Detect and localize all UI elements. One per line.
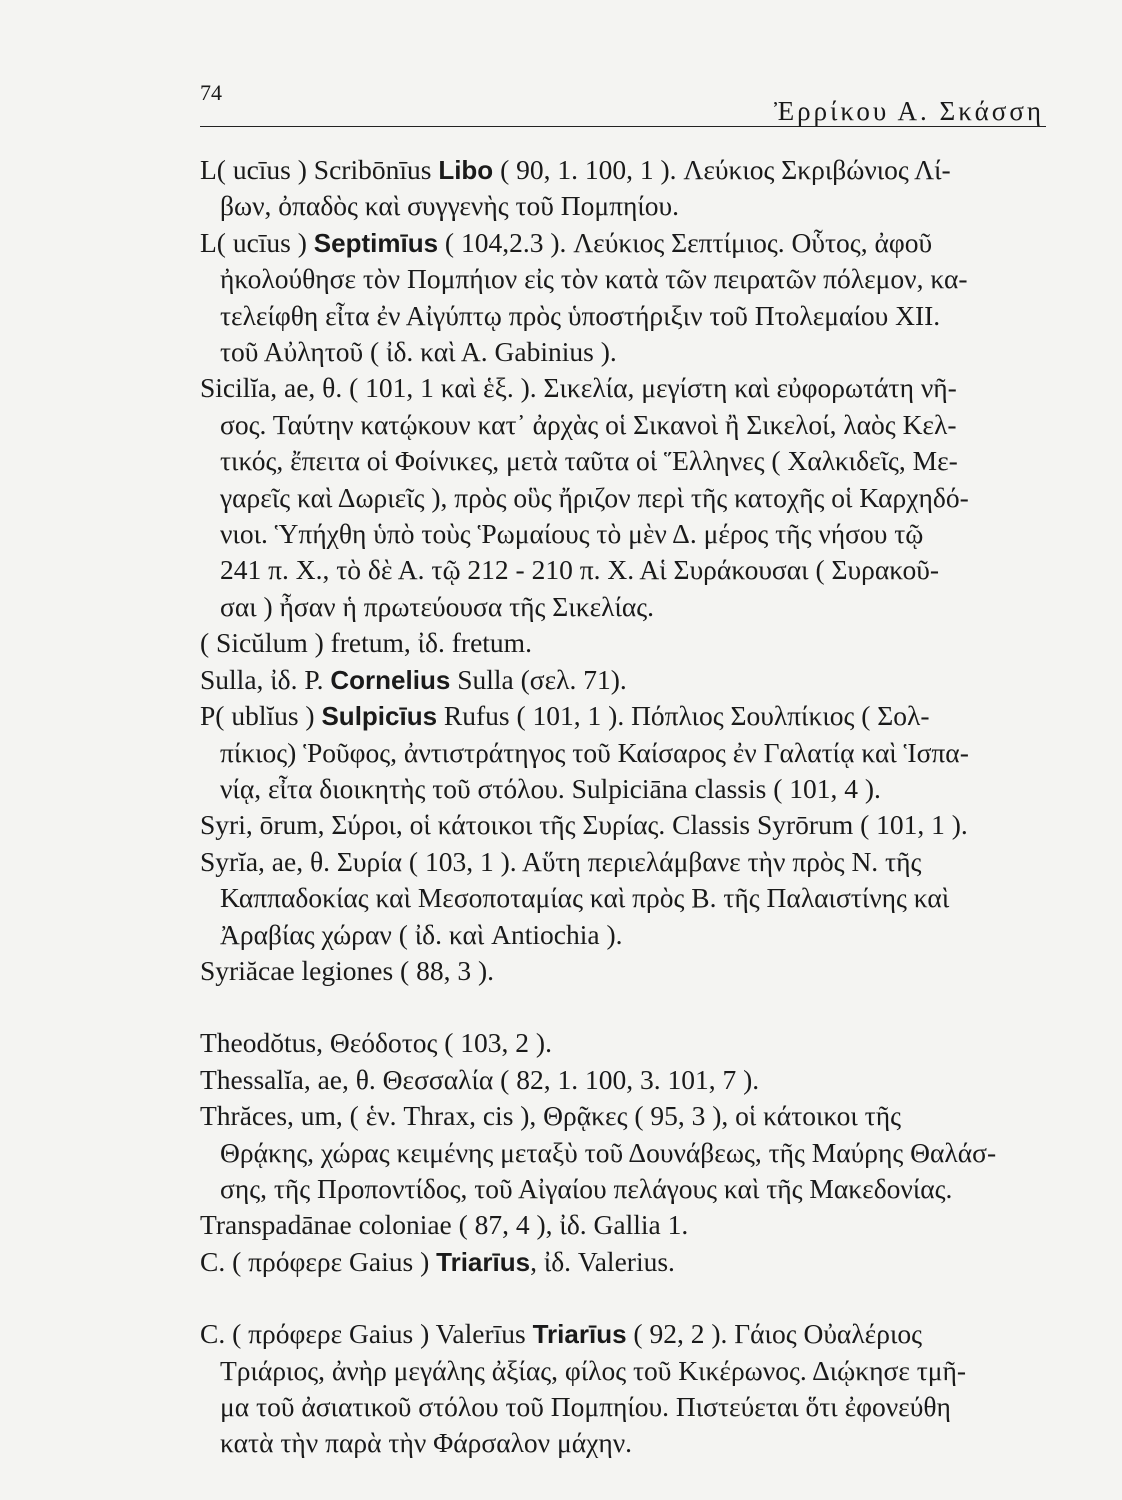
entry-gap xyxy=(200,989,1046,1025)
entry-continuation-line xyxy=(200,443,1046,479)
entry-first-line xyxy=(200,152,1046,188)
entry-continuation-line xyxy=(200,298,1046,334)
entry-text: γαρεῖς καὶ Δωριεῖς ), πρὸς οὓς ἤριζον περὶ τῆς κατοχῆς οἱ Καρχηδό- xyxy=(220,481,969,513)
glossary-entry xyxy=(200,1098,1046,1207)
entry-first-line xyxy=(200,1316,1046,1352)
entry-text: 241 π. Χ., τὸ δὲ Α. τῷ 212 - 210 π. Χ. Αἱ Συράκουσαι ( Συρακοῦ- xyxy=(220,554,940,586)
entry-continuation-line xyxy=(200,188,1046,224)
entry-first-line xyxy=(200,953,1046,989)
glossary-entry xyxy=(200,625,1046,661)
entry-continuation-line xyxy=(200,771,1046,807)
entry-text: ( 90, 1. 100, 1 ). Λεύκιος Σκριβώνιος Λί- xyxy=(493,154,951,185)
entry-first-line xyxy=(200,1098,1046,1134)
entry-text: L( ucīus ) xyxy=(200,226,314,258)
entry-continuation-line xyxy=(200,735,1046,771)
entry-continuation-line xyxy=(200,1425,1046,1461)
entry-text: Θρᾴκης, χώρας κειμένης μεταξὺ τοῦ Δουνάβεως, τῆς Μαύρης Θαλάσ- xyxy=(220,1136,997,1168)
entry-first-line xyxy=(200,370,1046,406)
entry-first-line xyxy=(200,807,1046,843)
entry-continuation-line xyxy=(200,917,1046,953)
entry-text: L( ucīus ) Scribōnīus xyxy=(200,154,439,185)
entry-text: Τριάριος, ἀνὴρ μεγάλης ἀξίας, φίλος τοῦ Κικέρωνος. Διῴκησε τμῆ- xyxy=(220,1354,967,1386)
glossary-entry xyxy=(200,844,1046,953)
entry-text: σος. Ταύτην κατῴκουν κατ᾽ ἀρχὰς οἱ Σικανοὶ ἢ Σικελοί, λαὸς Κελ- xyxy=(220,408,957,440)
entry-text: Sulla, ἰδ. P. xyxy=(200,663,331,695)
entry-first-line xyxy=(200,662,1046,698)
glossary-entry xyxy=(200,1316,1046,1462)
entry-text: , ἰδ. Valerius. xyxy=(530,1245,675,1277)
running-title: Ἐρρίκου Α. Σκάσση xyxy=(773,96,1044,126)
entry-continuation-line xyxy=(200,261,1046,297)
entry-text: C. ( πρόφερε Gaius ) xyxy=(200,1245,437,1277)
entry-continuation-line xyxy=(200,1353,1046,1389)
entry-first-line xyxy=(200,1244,1046,1280)
glossary-body xyxy=(200,152,1046,1462)
entry-text: τικός, ἔπειτα οἱ Φοίνικες, μετὰ ταῦτα οἱ Ἕλληνες ( Χαλκιδεῖς, Με- xyxy=(220,445,958,477)
entry-text: Transpadānae coloniae ( 87, 4 ), ἰδ. Gallia 1. xyxy=(200,1209,689,1241)
entry-text: ( Sicŭlum ) fretum, ἰδ. fretum. xyxy=(200,627,532,659)
entry-text: τοῦ Αὐλητοῦ ( ἰδ. καὶ Α. Gabinius ). xyxy=(220,336,617,368)
entry-text: σαι ) ἦσαν ἡ πρωτεύουσα τῆς Σικελίας. xyxy=(220,590,655,622)
glossary-entry xyxy=(200,370,1046,625)
entry-text: ἠκολούθησε τὸν Πομπήιον εἰς τὸν κατὰ τῶν πειρατῶν πόλεμον, κα- xyxy=(220,263,968,295)
entry-continuation-line xyxy=(200,589,1046,625)
entry-text: Syriăcae legiones ( 88, 3 ). xyxy=(200,954,495,986)
entry-text: Syrĭa, ae, θ. Συρία ( 103, 1 ). Αὕτη περιελάμβανε τὴν πρὸς Ν. τῆς xyxy=(200,845,922,877)
entry-text: πίκιος) Ῥοῦφος, ἀντιστράτηγος τοῦ Καίσαρος ἐν Γαλατίᾳ καὶ Ἱσπα- xyxy=(220,736,969,768)
headword: Sulpicīus xyxy=(321,701,438,732)
entry-continuation-line xyxy=(200,407,1046,443)
entry-text: βων, ὀπαδὸς καὶ συγγενὴς τοῦ Πομπηίου. xyxy=(220,190,680,222)
entry-continuation-line xyxy=(200,334,1046,370)
glossary-entry xyxy=(200,807,1046,843)
entry-text: Theodŏtus, Θεόδοτος ( 103, 2 ). xyxy=(200,1027,552,1059)
entry-first-line xyxy=(200,625,1046,661)
entry-continuation-line xyxy=(200,480,1046,516)
entry-first-line xyxy=(200,1207,1046,1243)
entry-text: σης, τῆς Προποντίδος, τοῦ Αἰγαίου πελάγους καὶ τῆς Μακεδονίας. xyxy=(220,1172,953,1204)
entry-text: Syri, ōrum, Σύροι, οἱ κάτοικοι τῆς Συρίας. Classis Syrōrum ( 101, 1 ). xyxy=(200,809,968,841)
entry-text: Rufus ( 101, 1 ). Πόπλιος Σουλπίκιος ( Σολ- xyxy=(437,700,930,732)
entry-text: Sicilĭa, ae, θ. ( 101, 1 καὶ ἑξ. ). Σικελία, μεγίστη καὶ εὐφορωτάτη νῆ- xyxy=(200,372,957,404)
entry-continuation-line xyxy=(200,1135,1046,1171)
entry-text: C. ( πρόφερε Gaius ) Valerīus xyxy=(200,1318,533,1350)
entry-continuation-line xyxy=(200,552,1046,588)
entry-text: τελείφθη εἶτα ἐν Αἰγύπτῳ πρὸς ὑποστήριξιν τοῦ Πτολεμαίου XII. xyxy=(220,299,941,331)
entry-text: Thessalĭa, ae, θ. Θεσσαλία ( 82, 1. 100, 3. 101, 7 ). xyxy=(200,1063,760,1095)
entry-text: Thrăces, um, ( ἑν. Thrax, cis ), Θρᾷκες ( 95, 3 ), οἱ κάτοικοι τῆς xyxy=(200,1100,901,1132)
entry-text: Ἀραβίας χώραν ( ἰδ. καὶ Antiochia ). xyxy=(220,918,623,950)
entry-continuation-line xyxy=(200,1171,1046,1207)
headword: Cornelius xyxy=(330,664,451,695)
page-number: 74 xyxy=(200,80,222,105)
entry-first-line xyxy=(200,1062,1046,1098)
entry-text: ( 104,2.3 ). Λεύκιος Σεπτίμιος. Οὗτος, ἀφοῦ xyxy=(438,226,933,258)
entry-gap xyxy=(200,1280,1046,1316)
entry-first-line xyxy=(200,844,1046,880)
headword: Triarīus xyxy=(436,1246,531,1277)
entry-first-line xyxy=(200,225,1046,261)
headword: Libo xyxy=(438,155,494,185)
entry-first-line xyxy=(200,1025,1046,1061)
glossary-entry xyxy=(200,953,1046,989)
entry-text: ( 92, 2 ). Γάιος Οὐαλέριος xyxy=(626,1318,922,1350)
glossary-entry xyxy=(200,1244,1046,1280)
glossary-entry xyxy=(200,152,1046,225)
header-rule xyxy=(200,126,1046,127)
entry-continuation-line xyxy=(200,1389,1046,1425)
glossary-entry xyxy=(200,1025,1046,1061)
headword: Septimīus xyxy=(313,227,439,258)
entry-text: Sulla (σελ. 71). xyxy=(450,663,627,695)
glossary-entry xyxy=(200,1062,1046,1098)
glossary-entry xyxy=(200,225,1046,371)
entry-text: νιοι. Ὑπήχθη ὑπὸ τοὺς Ῥωμαίους τὸ μὲν Δ. μέρος τῆς νήσου τῷ xyxy=(220,518,924,550)
entry-text: μα τοῦ ἀσιατικοῦ στόλου τοῦ Πομπηίου. Πιστεύεται ὅτι ἐφονεύθη xyxy=(220,1391,951,1422)
entry-text: P( ublĭus ) xyxy=(200,700,322,732)
glossary-entry xyxy=(200,1207,1046,1243)
entry-text: νίᾳ, εἶτα διοικητὴς τοῦ στόλου. Sulpiciāna classis ( 101, 4 ). xyxy=(220,772,881,804)
glossary-entry xyxy=(200,698,1046,807)
entry-text: Καππαδοκίας καὶ Μεσοποταμίας καὶ πρὸς Β. τῆς Παλαιστίνης καὶ xyxy=(220,882,950,914)
entry-first-line xyxy=(200,698,1046,734)
entry-text: κατὰ τὴν παρὰ τὴν Φάρσαλον μάχην. xyxy=(220,1427,633,1459)
entry-continuation-line xyxy=(200,516,1046,552)
glossary-entry xyxy=(200,662,1046,698)
headword: Triarīus xyxy=(532,1319,627,1350)
entry-continuation-line xyxy=(200,880,1046,916)
